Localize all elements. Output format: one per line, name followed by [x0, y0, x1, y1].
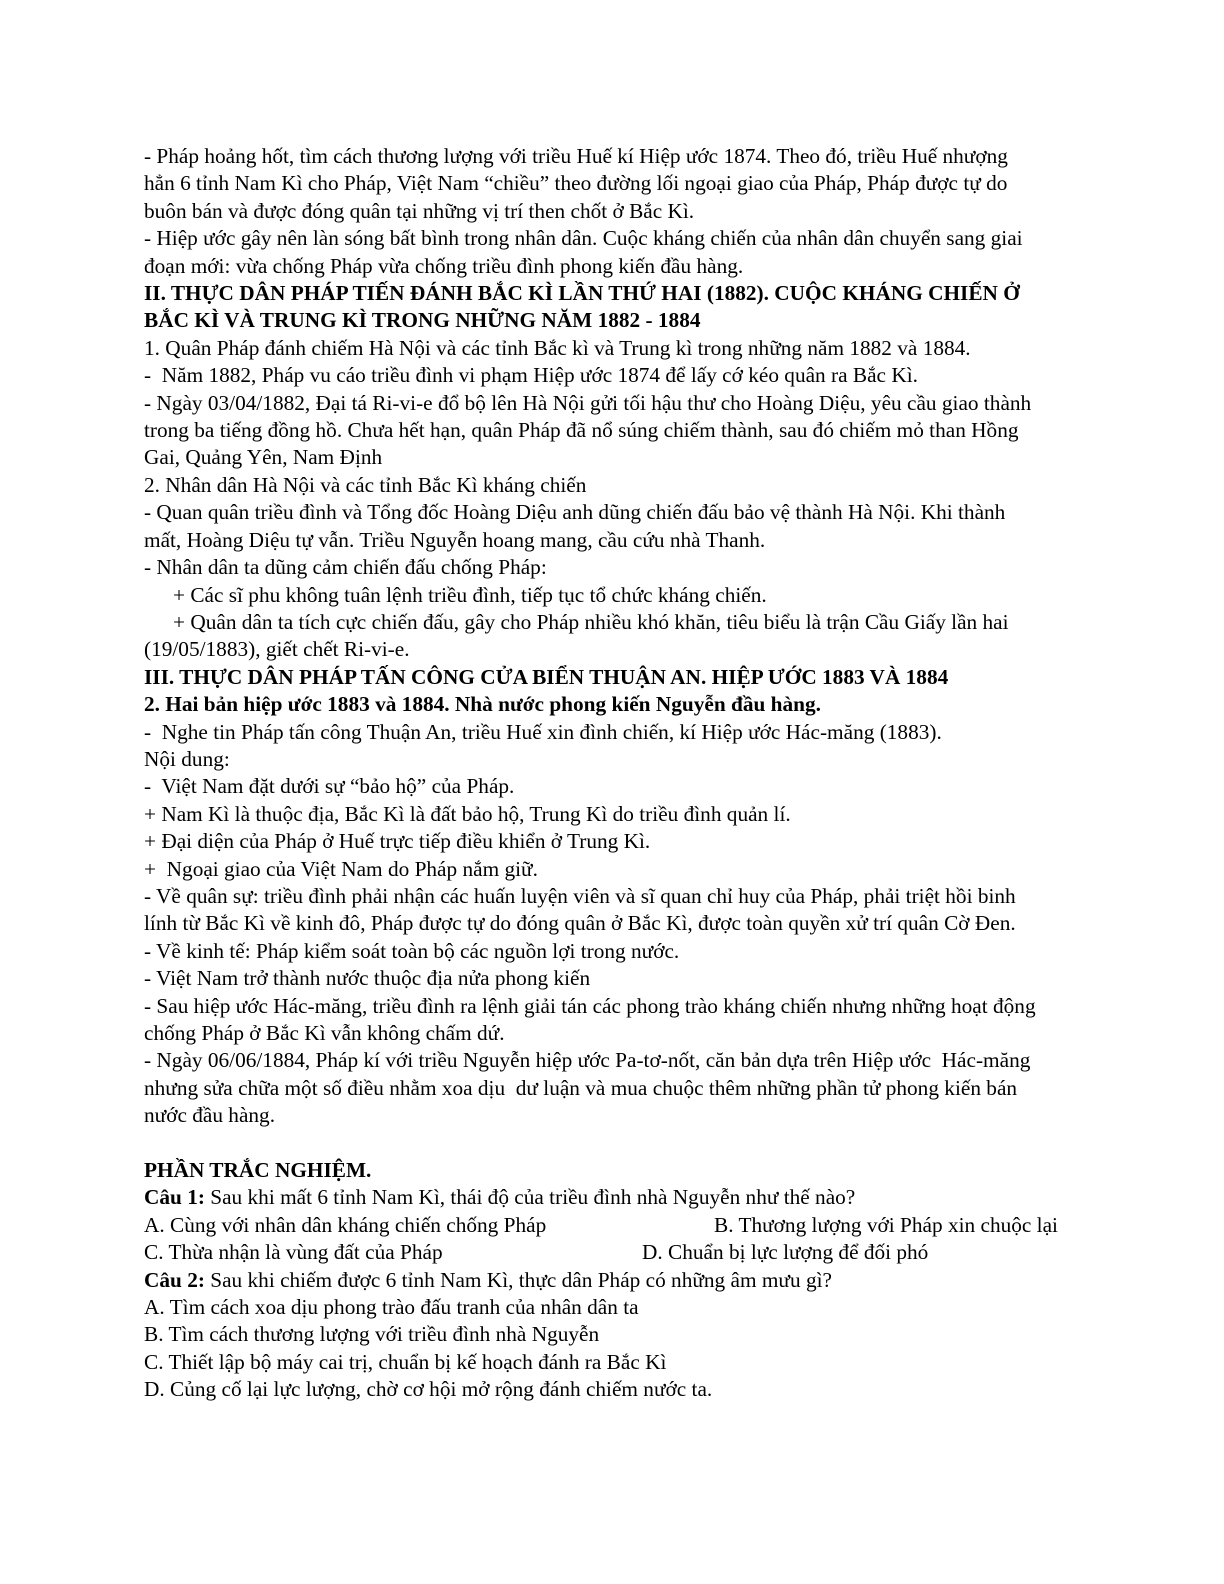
paragraph-line: - Sau hiệp ước Hác-măng, triều đình ra lệnh giải tán các phong trào kháng chiến nhưng những hoạt động: [144, 993, 1036, 1018]
answer-option-a: A. Tìm cách xoa dịu phong trào đấu tranh của nhân dân ta: [144, 1295, 639, 1320]
answer-option-c: C. Thiết lập bộ máy cai trị, chuẩn bị kế hoạch đánh ra Bắc Kì: [144, 1349, 667, 1374]
paragraph-line: chống Pháp ở Bắc Kì vẫn không chấm dứ.: [144, 1021, 505, 1045]
question-label: Câu 2:: [144, 1267, 205, 1292]
question-text: Sau khi chiếm được 6 tỉnh Nam Kì, thực dân Pháp có những âm mưu gì?: [204, 1267, 832, 1292]
paragraph-line: - Về quân sự: triều đình phải nhận các huấn luyện viên và sĩ quan chỉ huy của Pháp, phải triệt hồi binh: [144, 883, 1016, 908]
paragraph-line: lính từ Bắc Kì về kinh đô, Pháp được tự do đóng quân ở Bắc Kì, được toàn quyền xử trí quân Cờ Đen.: [144, 911, 1016, 936]
section-heading-2: BẮC KÌ VÀ TRUNG KÌ TRONG NHỮNG NĂM 1882 - 1884: [144, 308, 701, 333]
blank-line: [144, 1130, 1119, 1157]
paragraph-line: - Về kinh tế: Pháp kiểm soát toàn bộ các nguồn lợi trong nước.: [144, 938, 680, 963]
paragraph-line: - Quan quân triều đình và Tổng đốc Hoàng Diệu anh dũng chiến đấu bảo vệ thành Hà Nội. Khi thành: [144, 500, 1006, 525]
paragraph-line: - Việt Nam đặt dưới sự “bảo hộ” của Pháp.: [144, 774, 515, 799]
paragraph-line: + Đại diện của Pháp ở Huế trực tiếp điều khiển ở Trung Kì.: [144, 829, 651, 854]
answer-row: [144, 1239, 1119, 1266]
paragraph-line: buôn bán và được đóng quân tại những vị trí then chốt ở Bắc Kì.: [144, 198, 695, 223]
paragraph-line: trong ba tiếng đồng hồ. Chưa hết hạn, quân Pháp đã nổ súng chiếm thành, sau đó chiếm mỏ than Hồng: [144, 418, 1019, 443]
paragraph-line: (19/05/1883), giết chết Ri-vi-e.: [144, 637, 410, 662]
paragraph-line: 2. Nhân dân Hà Nội và các tỉnh Bắc Kì kháng chiến: [144, 472, 587, 497]
section-heading-2: II. THỰC DÂN PHÁP TIẾN ĐÁNH BẮC KÌ LẦN THỨ HAI (1882). CUỘC KHÁNG CHIẾN Ở: [144, 281, 1020, 306]
answer-option-b: B. Thương lượng với Pháp xin chuộc lại: [714, 1212, 1058, 1237]
answer-option-d: D. Chuẩn bị lực lượng để đối phó: [642, 1240, 929, 1265]
question-label: Câu 1:: [144, 1185, 205, 1210]
paragraph-line: + Nam Kì là thuộc địa, Bắc Kì là đất bảo hộ, Trung Kì do triều đình quản lí.: [144, 801, 791, 826]
paragraph-line: - Pháp hoảng hốt, tìm cách thương lượng với triều Huế kí Hiệp ước 1874. Theo đó, triều Huế nhượng: [144, 144, 1008, 168]
question-1: [144, 1184, 1119, 1211]
question-2: [144, 1267, 1119, 1294]
paragraph-line: - Ngày 03/04/1882, Đại tá Ri-vi-e đổ bộ lên Hà Nội gửi tối hậu thư cho Hoàng Diệu, yêu cầu giao thành: [144, 390, 1032, 415]
indented-bullet-line: + Các sĩ phu không tuân lệnh triều đình, tiếp tục tổ chức kháng chiến.: [173, 582, 767, 607]
paragraph-line: mất, Hoàng Diệu tự vẫn. Triều Nguyễn hoang mang, cầu cứu nhà Thanh.: [144, 527, 766, 552]
answer-row: [144, 1212, 1119, 1239]
paragraph-line: - Nhân dân ta dũng cảm chiến đấu chống Pháp:: [144, 555, 547, 580]
paragraph-line: + Ngoại giao của Việt Nam do Pháp nắm giữ.: [144, 856, 538, 881]
paragraph-line: hẳn 6 tỉnh Nam Kì cho Pháp, Việt Nam “chiều” theo đường lối ngoại giao của Pháp, Pháp được tự do: [144, 171, 1008, 196]
paragraph-line: đoạn mới: vừa chống Pháp vừa chống triều đình phong kiến đầu hàng.: [144, 253, 744, 278]
answer-option-c: C. Thừa nhận là vùng đất của Pháp: [144, 1240, 443, 1265]
paragraph-line: Gai, Quảng Yên, Nam Định: [144, 445, 383, 470]
document-page: [144, 143, 1119, 1404]
paragraph-line: - Nghe tin Pháp tấn công Thuận An, triều Huế xin đình chiến, kí Hiệp ước Hác-măng (1883).: [144, 719, 942, 744]
quiz-title: PHẦN TRẮC NGHIỆM.: [144, 1158, 372, 1183]
paragraph-line: 1. Quân Pháp đánh chiếm Hà Nội và các tỉnh Bắc kì và Trung kì trong những năm 1882 và 1884.: [144, 335, 971, 360]
paragraph-line: - Việt Nam trở thành nước thuộc địa nửa phong kiến: [144, 966, 591, 991]
answer-option-b: B. Tìm cách thương lượng với triều đình nhà Nguyễn: [144, 1322, 600, 1347]
paragraph-line: nước đầu hàng.: [144, 1103, 276, 1128]
indented-bullet-line: + Quân dân ta tích cực chiến đấu, gây cho Pháp nhiều khó khăn, tiêu biểu là trận Cầu Giấy lần hai: [173, 609, 1009, 634]
answer-option-d: D. Củng cố lại lực lượng, chờ cơ hội mở rộng đánh chiếm nước ta.: [144, 1377, 713, 1402]
question-text: Sau khi mất 6 tỉnh Nam Kì, thái độ của triều đình nhà Nguyễn như thế nào?: [204, 1185, 856, 1210]
paragraph-line: nhưng sửa chữa một số điều nhằm xoa dịu dư luận và mua chuộc thêm những phần tử phong kiến bán: [144, 1075, 1018, 1100]
section-heading-3: III. THỰC DÂN PHÁP TẤN CÔNG CỬA BIỂN THUẬN AN. HIỆP ƯỚC 1883 VÀ 1884: [144, 664, 949, 689]
paragraph-line: - Năm 1882, Pháp vu cáo triều đình vi phạm Hiệp ước 1874 để lấy cớ kéo quân ra Bắc Kì.: [144, 363, 918, 388]
answer-option-a: A. Cùng với nhân dân kháng chiến chống Pháp: [144, 1212, 547, 1237]
paragraph-line: - Hiệp ước gây nên làn sóng bất bình trong nhân dân. Cuộc kháng chiến của nhân dân chuyển sang giai: [144, 226, 1023, 251]
paragraph-line: Nội dung:: [144, 746, 230, 771]
subsection-heading: 2. Hai bản hiệp ước 1883 và 1884. Nhà nước phong kiến Nguyễn đầu hàng.: [144, 692, 821, 717]
paragraph-line: - Ngày 06/06/1884, Pháp kí với triều Nguyễn hiệp ước Pa-tơ-nốt, căn bản dựa trên Hiệp ước Hác-măng: [144, 1048, 1031, 1073]
